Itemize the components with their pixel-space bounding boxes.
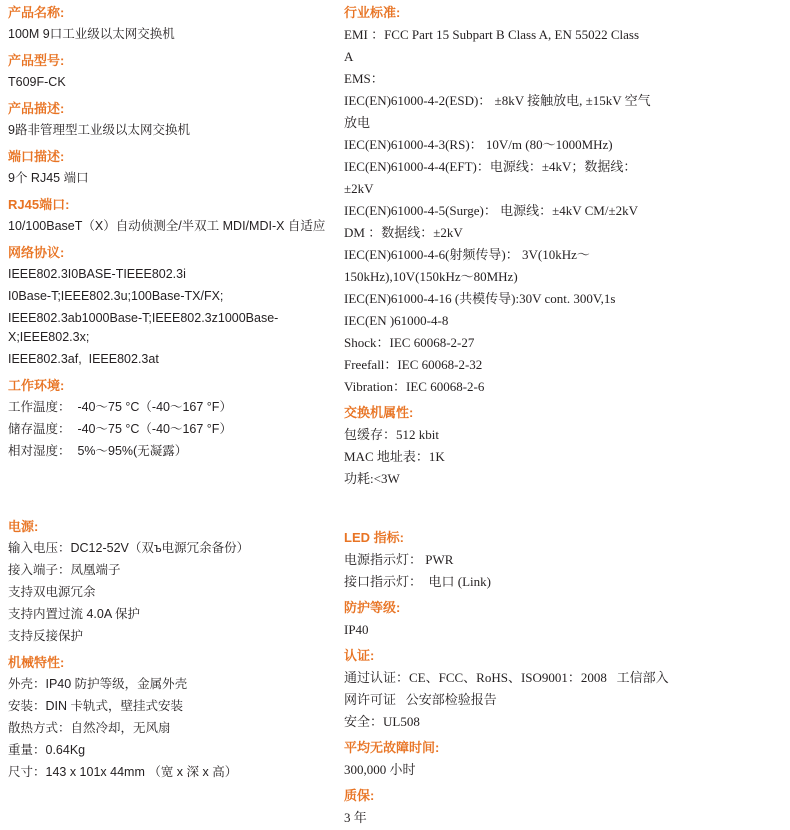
mechanical-line: 外壳：IP40 防护等级，金属外壳 [8, 677, 188, 691]
power-line: 接入端子：凤凰端子 [8, 563, 121, 577]
mtbf-heading: 平均无故障时间: [344, 740, 440, 755]
section-switch-attributes [344, 404, 784, 488]
industry-standards-line: ±2kV [344, 181, 374, 196]
section-certification [344, 647, 784, 731]
section-product-model [8, 52, 338, 92]
protection-level-heading: 防护等级: [344, 600, 401, 615]
certification-heading: 认证: [344, 648, 375, 663]
working-environment-line: 储存温度： -40～75 °C（-40～167 °F） [8, 422, 232, 436]
product-model-value: T609F-CK [8, 75, 66, 89]
industry-standards-line: Vibration：IEC 60068-2-6 [344, 379, 485, 394]
switch-attributes-line: 包缓存：512 kbit [344, 427, 439, 442]
section-rj45-ports [8, 196, 338, 236]
section-network-protocol [8, 244, 338, 369]
mechanical-heading: 机械特性: [8, 655, 65, 670]
certification-line: 安全：UL508 [344, 714, 420, 729]
led-indicators-heading: LED 指标: [344, 530, 404, 545]
port-description-value: 9个 RJ45 端口 [8, 171, 89, 185]
switch-attributes-line: MAC 地址表：1K [344, 449, 445, 464]
mechanical-line: 尺寸：143 x 101x 44mm （宽 x 深 x 高） [8, 765, 238, 779]
mechanical-line: 散热方式：自然冷却，无风扇 [8, 721, 171, 735]
power-line: 支持内置过流 4.0A 保护 [8, 607, 140, 621]
section-product-name [8, 4, 338, 44]
working-environment-line: 相对湿度： 5%～95%(无凝露） [8, 444, 188, 458]
right-column [344, 0, 784, 830]
section-port-description [8, 148, 338, 188]
industry-standards-line: 150kHz),10V(150kHz～80MHz) [344, 269, 518, 284]
switch-attributes-heading: 交换机属性: [344, 405, 414, 420]
power-line: 支持双电源冗余 [8, 585, 96, 599]
certification-line: 通过认证：CE、FCC、RoHS、ISO9001：2008 工信部入 [344, 670, 669, 685]
mechanical-line: 重量：0.64Kg [8, 743, 86, 757]
industry-standards-line: EMI ：FCC Part 15 Subpart B Class A, EN 55022 Class [344, 27, 640, 42]
network-protocol-line: IEEE802.3I0BASE-TIEEE802.3i [8, 267, 186, 281]
industry-standards-line: DM ：数据线：±2kV [344, 225, 463, 240]
mtbf-value: 300,000 小时 [344, 762, 416, 777]
working-environment-heading: 工作环境: [8, 378, 65, 393]
industry-standards-line: 放电 [344, 115, 371, 130]
power-heading: 电源: [8, 519, 39, 534]
section-product-description [8, 100, 338, 140]
section-protection-level [344, 599, 784, 639]
industry-standards-line: IEC(EN )61000-4-8 [344, 313, 449, 328]
switch-attributes-line: 功耗:<3W [344, 471, 400, 486]
section-working-environment [8, 377, 338, 461]
industry-standards-line: A [344, 49, 354, 64]
network-protocol-line: I0Base-T;IEEE802.3u;100Base-TX/FX; [8, 289, 224, 303]
industry-standards-line: IEC(EN)61000-4-3(RS)： 10V/m (80～1000MHz) [344, 137, 613, 152]
power-line: 输入电压：DC12-52V（双ъ电源冗余备份） [8, 541, 250, 555]
led-indicators-line: 电源指示灯： PWR [344, 552, 454, 567]
industry-standards-line: IEC(EN)61000-4-4(EFT)：电源线：±4kV；数据线： [344, 159, 637, 174]
rj45-ports-value: 10/100BaseT（X）自动侦测全/半双工 MDI/MDI-X 自适应 [8, 219, 326, 233]
spacer [8, 464, 338, 510]
network-protocol-line: IEEE802.3af, IEEE802.3at [8, 352, 159, 366]
industry-standards-line: IEC(EN)61000-4-16 (共模传导):30V cont. 300V,1s [344, 291, 616, 306]
industry-standards-line: IEC(EN)61000-4-2(ESD)： ±8kV 接触放电, ±15kV 空气 [344, 93, 651, 108]
port-description-heading: 端口描述: [8, 149, 65, 164]
section-mechanical [8, 654, 338, 782]
product-description-value: 9路非管理型工业级以太网交换机 [8, 123, 190, 137]
warranty-value: 3 年 [344, 810, 367, 825]
industry-standards-line: IEC(EN)61000-4-5(Surge)： 电源线：±4kV CM/±2kV [344, 203, 638, 218]
product-name-value: 100M 9口工业级以太网交换机 [8, 27, 175, 41]
section-warranty [344, 787, 784, 827]
section-industry-standards [344, 4, 784, 396]
certification-line: 网许可证 公安部检验报告 [344, 692, 497, 707]
industry-standards-line: IEC(EN)61000-4-6(射频传导)： 3V(10kHz～ [344, 247, 590, 262]
industry-standards-line: Freefall：IEC 60068-2-32 [344, 357, 483, 372]
warranty-heading: 质保: [344, 788, 375, 803]
working-environment-line: 工作温度： -40～75 °C（-40～167 °F） [8, 400, 232, 414]
led-indicators-line: 接口指示灯： 电口 (Link) [344, 574, 491, 589]
rj45-ports-heading: RJ45端口: [8, 197, 70, 212]
spacer [344, 491, 784, 521]
industry-standards-line: Shock：IEC 60068-2-27 [344, 335, 475, 350]
section-led-indicators [344, 529, 784, 591]
protection-level-value: IP40 [344, 622, 369, 637]
product-model-heading: 产品型号: [8, 53, 65, 68]
product-description-heading: 产品描述: [8, 101, 65, 116]
section-power [8, 518, 338, 646]
product-name-heading: 产品名称: [8, 5, 65, 20]
mechanical-line: 安装：DIN 卡轨式，壁挂式安装 [8, 699, 184, 713]
industry-standards-line: EMS： [344, 71, 384, 86]
power-line: 支持反接保护 [8, 629, 84, 643]
industry-standards-heading: 行业标准: [344, 5, 401, 20]
network-protocol-heading: 网络协议: [8, 245, 65, 260]
network-protocol-line: IEEE802.3ab1000Base-T;IEEE802.3z1000Base-X;IEEE802.3x; [8, 311, 279, 344]
section-mtbf [344, 739, 784, 779]
left-column [8, 0, 338, 785]
